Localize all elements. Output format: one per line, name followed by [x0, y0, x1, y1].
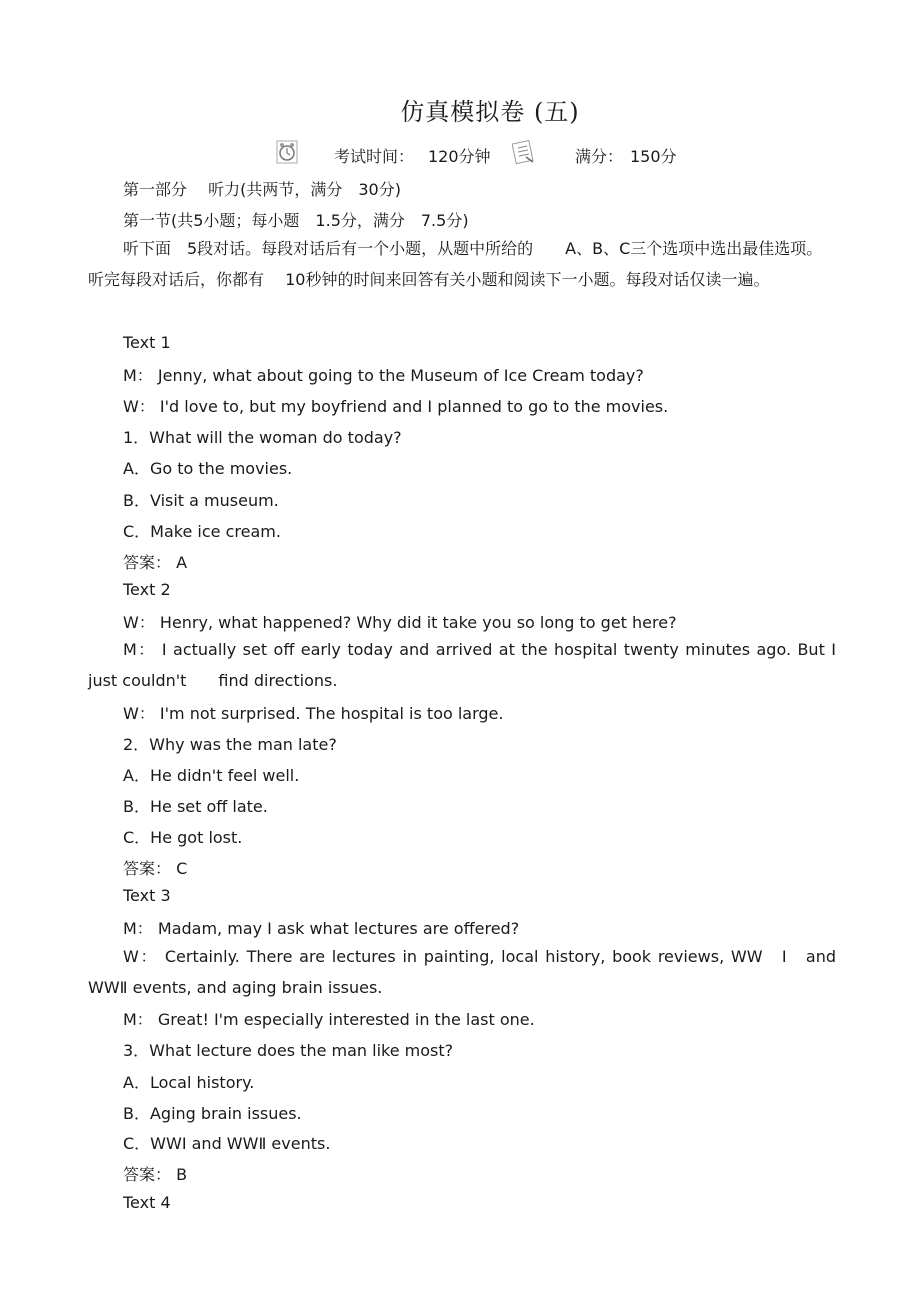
dialogue-text: M： I actually set off early today and arrived at the hospital twenty minutes ago. But I just couldn't find directions.: [88, 640, 836, 690]
answer: 答案： C: [123, 859, 188, 878]
time-label: 考试时间：: [334, 147, 415, 166]
dialogue-line: W： I'm not surprised. The hospital is too large.: [123, 704, 504, 723]
dialogue-line: W： Henry, what happened? Why did it take you so long to get here?: [123, 613, 677, 632]
text-heading: Text 2: [123, 580, 171, 599]
option: A．He didn't feel well.: [123, 766, 300, 785]
page-title: 仿真模拟卷 (五): [400, 98, 580, 126]
section-part: 第一部分 听力(共两节，满分 30分): [123, 180, 401, 199]
instructions-text: 听下面 5段对话。每段对话后有一个小题，从题中所给的 A、B、C三个选项中选出最佳选项。听完每段对话后，你都有 10秒钟的时间来回答有关小题和阅读下一小题。每段对话仅读一遍。: [88, 239, 823, 289]
option: A．Go to the movies.: [123, 459, 293, 478]
option: B．He set off late.: [123, 797, 268, 816]
dialogue-line: M： Great! I'm especially interested in the last one.: [123, 1010, 535, 1029]
question: 3．What lecture does the man like most?: [123, 1041, 454, 1060]
dialogue-text: W： Certainly. There are lectures in painting, local history, book reviews, WW Ⅰ and WWⅡ events, and aging brain issues.: [88, 947, 836, 997]
question: 1．What will the woman do today?: [123, 428, 402, 447]
answer: 答案： B: [123, 1165, 188, 1184]
text-heading: Text 3: [123, 886, 171, 905]
section-sub: 第一节(共5小题；每小题 1.5分，满分 7.5分): [123, 211, 469, 230]
answer: 答案： A: [123, 553, 188, 572]
paper-icon: [512, 140, 536, 168]
score-value: 150分: [630, 147, 677, 166]
option: B．Aging brain issues.: [123, 1104, 302, 1123]
instructions: [88, 233, 836, 295]
score-label: 满分：: [575, 147, 624, 166]
dialogue-line: [88, 941, 836, 1003]
option: B．Visit a museum.: [123, 491, 279, 510]
time-value: 120分钟: [428, 147, 491, 166]
dialogue-line: M： Jenny, what about going to the Museum of Ice Cream today?: [123, 366, 644, 385]
dialogue-line: M： Madam, may I ask what lectures are offered?: [123, 919, 520, 938]
dialogue-line: W： I'd love to, but my boyfriend and I planned to go to the movies.: [123, 397, 669, 416]
text-heading: Text 1: [123, 333, 171, 352]
option: C．He got lost.: [123, 828, 243, 847]
exam-meta: [0, 140, 920, 166]
question: 2．Why was the man late?: [123, 735, 337, 754]
text-heading: Text 4: [123, 1193, 171, 1212]
option: C．WWⅠ and WWⅡ events.: [123, 1134, 331, 1153]
option: C．Make ice cream.: [123, 522, 281, 541]
dialogue-line: [88, 634, 836, 696]
option: A．Local history.: [123, 1073, 255, 1092]
clock-icon: [276, 140, 298, 168]
